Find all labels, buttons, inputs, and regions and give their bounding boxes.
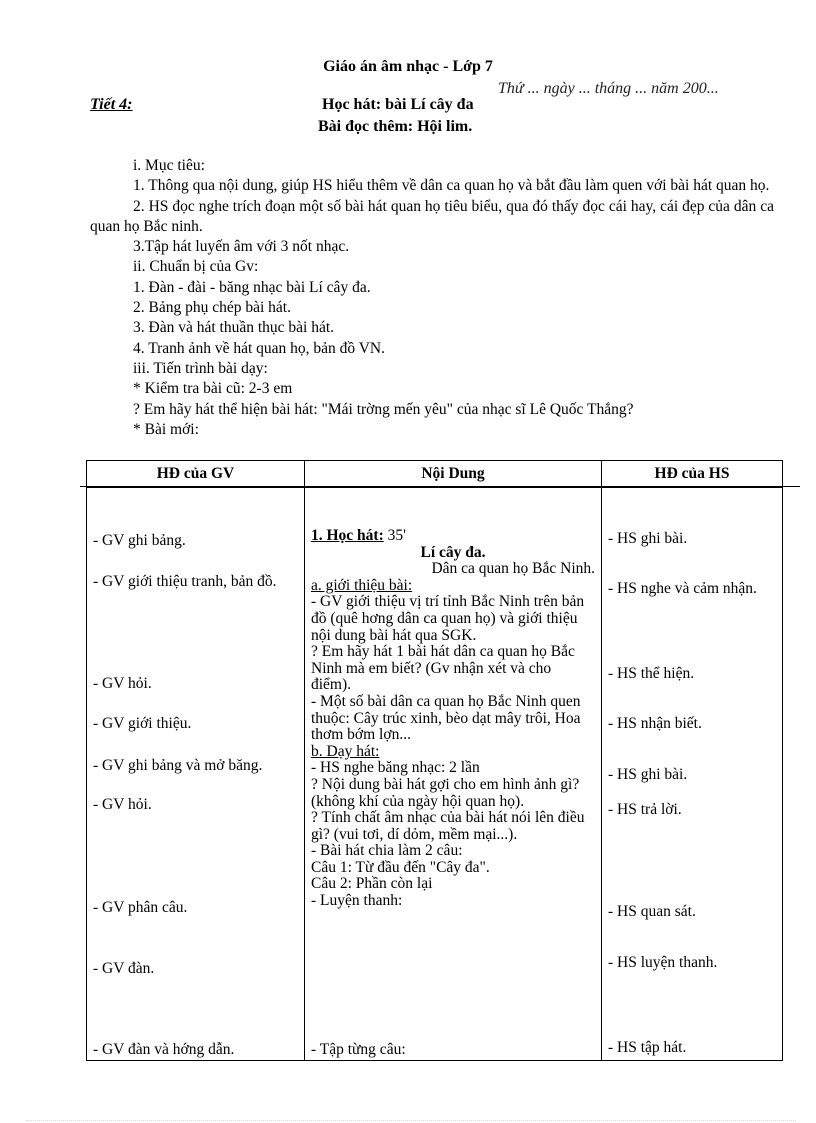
date-line: Thứ ... ngày ... tháng ... năm 200...: [498, 80, 719, 97]
content-line: - GV giới thiệu vị trí tỉnh Bắc Ninh trên bản đồ (quê hơng dân ca quan họ) và giới thiệu nội dung bài hát qua SGK.: [311, 593, 585, 644]
objective-2: 2. HS đọc nghe trích đoạn một số bài hát quan họ tiêu biểu, qua đó thấy đọc cái hay, cái đẹp của dân ca quan họ Bắc ninh.: [90, 197, 774, 235]
hs-item: - HS trả lời.: [608, 801, 682, 818]
section-time: 35': [387, 527, 406, 544]
page-bottom-divider: [26, 1120, 796, 1121]
gv-column: [87, 488, 305, 1061]
objectives-heading: i. Mục tiêu:: [133, 157, 205, 174]
gv-item: - GV hỏi.: [93, 796, 152, 813]
gv-item: - GV ghi bảng và mở băng.: [93, 757, 263, 774]
hs-item: - HS nghe và cảm nhận.: [608, 580, 757, 597]
content-line: Câu 1: Từ đầu đến "Cây đa".: [311, 858, 490, 876]
content-line: - Một số bài dân ca quan họ Bắc Ninh quen thuộc: Cây trúc xinh, bèo dạt mây trôi, Hoa thơm bớm lợn...: [311, 692, 581, 744]
procedure-heading: iii. Tiến trình bài dạy:: [133, 359, 268, 377]
gv-item: - GV hỏi.: [93, 675, 152, 692]
objective-3: 3.Tập hát luyến âm với 3 nốt nhạc.: [133, 238, 350, 256]
content-block: [311, 528, 595, 910]
hs-item: - HS luyện thanh.: [608, 954, 718, 971]
header-rule: [80, 486, 800, 487]
content-line: - Tập từng câu:: [311, 1041, 406, 1058]
content-line: ? Tính chất âm nhạc của bài hát nói lên điều gì? (vui tơi, dí dỏm, mềm mại...).: [311, 809, 585, 843]
lesson-title: Học hát: bài Lí cây đa: [322, 96, 474, 113]
old-lesson-question: ? Em hãy hát thể hiện bài hát: "Mái trờng mến yêu" của nhạc sĩ Lê Quốc Thắng?: [133, 400, 634, 418]
content-line: - HS nghe băng nhạc: 2 lần: [311, 759, 480, 777]
lesson-subtitle: Bài đọc thêm: Hội lim.: [318, 118, 473, 135]
preparation-heading: ii. Chuẩn bị của Gv:: [133, 258, 259, 276]
step-b-heading: b. Dạy hát:: [311, 742, 380, 760]
song-origin: Dân ca quan họ Bắc Ninh.: [431, 560, 595, 578]
table-header-row: [87, 461, 783, 488]
content-line: ? Nội dung bài hát gợi cho em hình ảnh gì? (không khí của ngày hội quan họ).: [311, 775, 580, 810]
preparation-4: 4. Tranh ảnh về hát quan họ, bản đồ VN.: [133, 339, 385, 357]
content-line: Câu 2: Phần còn lại: [311, 875, 433, 893]
table-row: [87, 488, 783, 1061]
hs-item: - HS quan sát.: [608, 903, 696, 920]
content-column: [305, 488, 602, 1061]
lesson-intro: [90, 156, 774, 440]
content-line: - Luyện thanh:: [311, 892, 403, 910]
header-gv: HĐ của GV: [87, 461, 305, 488]
preparation-2: 2. Bảng phụ chép bài hát.: [133, 299, 291, 317]
hs-column: [602, 488, 783, 1061]
preparation-1: 1. Đàn - đài - băng nhạc bài Lí cây đa.: [133, 278, 371, 296]
header-hs: HĐ của HS: [602, 461, 783, 488]
hs-item: - HS nhận biết.: [608, 715, 702, 732]
header-content: Nội Dung: [305, 461, 602, 488]
gv-item: - GV đàn.: [93, 960, 155, 977]
section-heading: 1. Học hát:: [311, 527, 384, 544]
new-lesson-label: * Bài mới:: [133, 420, 199, 438]
hs-item: - HS thể hiện.: [608, 665, 695, 682]
hs-item: - HS ghi bài.: [608, 766, 688, 783]
lesson-plan-table: [86, 460, 783, 1061]
gv-item: - GV giới thiệu.: [93, 715, 192, 732]
objective-1: 1. Thông qua nội dung, giúp HS hiểu thêm về dân ca quan họ và bắt đầu làm quen với bài hát quan họ.: [133, 177, 770, 195]
gv-item: - GV giới thiệu tranh, bản đồ.: [93, 573, 277, 590]
page-title: Giáo án âm nhạc - Lớp 7: [323, 58, 493, 75]
content-line: ? Em hãy hát 1 bài hát dân ca quan họ Bắc Ninh mà em biết? (Gv nhận xét và cho điểm).: [311, 643, 575, 694]
song-title: Lí cây đa.: [420, 543, 486, 561]
gv-item: - GV phân câu.: [93, 899, 188, 916]
lesson-number: Tiết 4:: [90, 96, 133, 113]
hs-item: - HS tập hát.: [608, 1039, 687, 1056]
gv-item: - GV ghi bảng.: [93, 532, 186, 549]
gv-item: - GV đàn và hớng dẫn.: [93, 1041, 235, 1058]
old-lesson-check: * Kiểm tra bài cũ: 2-3 em: [133, 380, 293, 398]
preparation-3: 3. Đàn và hát thuần thục bài hát.: [133, 319, 335, 337]
content-line: - Bài hát chia làm 2 câu:: [311, 842, 463, 860]
hs-item: - HS ghi bài.: [608, 530, 688, 547]
step-a-heading: a. giới thiệu bài:: [311, 576, 413, 594]
